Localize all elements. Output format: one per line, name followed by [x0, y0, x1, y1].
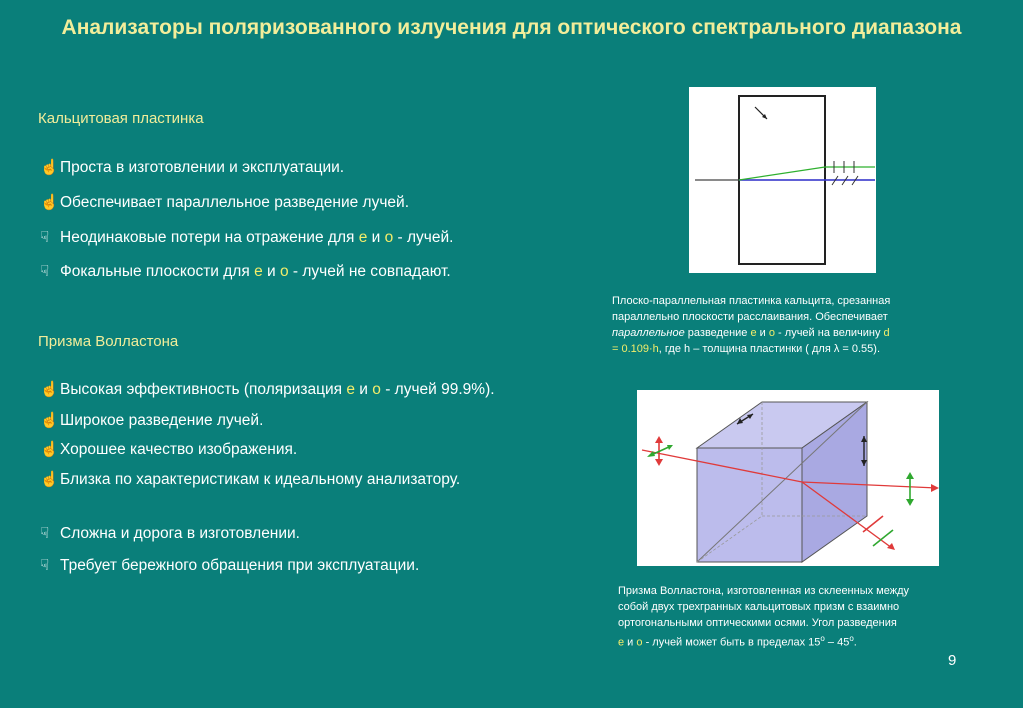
calcite-plate-figure: [689, 87, 876, 273]
page-number: 9: [948, 652, 957, 669]
thumbs-up-icon: ☝: [40, 159, 59, 176]
wollaston-caption: Призма Волластона, изготовленная из склеенных между собой двух трехгранных кальцитовых призм с взаимно ортогональными оптическими осями. Угол разведения е и о - лучей может быть в пределах 15$^o$ – 45$^o$.: [618, 585, 910, 649]
thumbs-up-icon: ☝: [40, 381, 59, 398]
thumbs-up-icon: ☝: [40, 471, 59, 488]
list-item: ☟ Фокальные плоскости для е и о - лучей не совпадают.: [40, 263, 451, 280]
calcite-caption: Плоско-параллельная пластинка кальцита, срезанная параллельно плоскости расслаивания. Обеспечивает параллельное разведение е и о - лучей на величину d = 0.109·h, где h – толщина пластинки ( для λ = 0.55).: [612, 295, 891, 355]
list-item: ☟ Неодинаковые потери на отражение для е и о - лучей.: [40, 229, 454, 246]
list-item: ☝Высокая эффективность (поляризация е и о - лучей 99.9%).: [40, 381, 495, 398]
list-item: ☝Проста в изготовлении и эксплуатации.: [40, 159, 345, 176]
list-item: ☝Хорошее качество изображения.: [40, 441, 298, 458]
thumbs-down-icon: ☟: [40, 525, 50, 542]
section-heading-wollaston: Призма Волластона: [38, 333, 179, 350]
list-item: ☟ Требует бережного обращения при эксплуатации.: [40, 557, 420, 574]
thumbs-up-icon: ☝: [40, 441, 59, 458]
list-item: ☟ Сложна и дорога в изготовлении.: [40, 525, 300, 542]
wollaston-prism-figure: [637, 390, 939, 566]
page-title: Анализаторы поляризованного излучения для оптического спектрального диапазона: [61, 16, 962, 39]
thumbs-down-icon: ☟: [40, 229, 50, 246]
list-item: ☝Близка по характеристикам к идеальному анализатору.: [40, 471, 461, 488]
thumbs-up-icon: ☝: [40, 412, 59, 429]
thumbs-down-icon: ☟: [40, 263, 50, 280]
thumbs-up-icon: ☝: [40, 194, 59, 211]
section-heading-calcite: Кальцитовая пластинка: [38, 110, 204, 127]
list-item: ☝Широкое разведение лучей.: [40, 412, 264, 429]
thumbs-down-icon: ☟: [40, 557, 50, 574]
list-item: ☝Обеспечивает параллельное разведение лучей.: [40, 194, 410, 211]
